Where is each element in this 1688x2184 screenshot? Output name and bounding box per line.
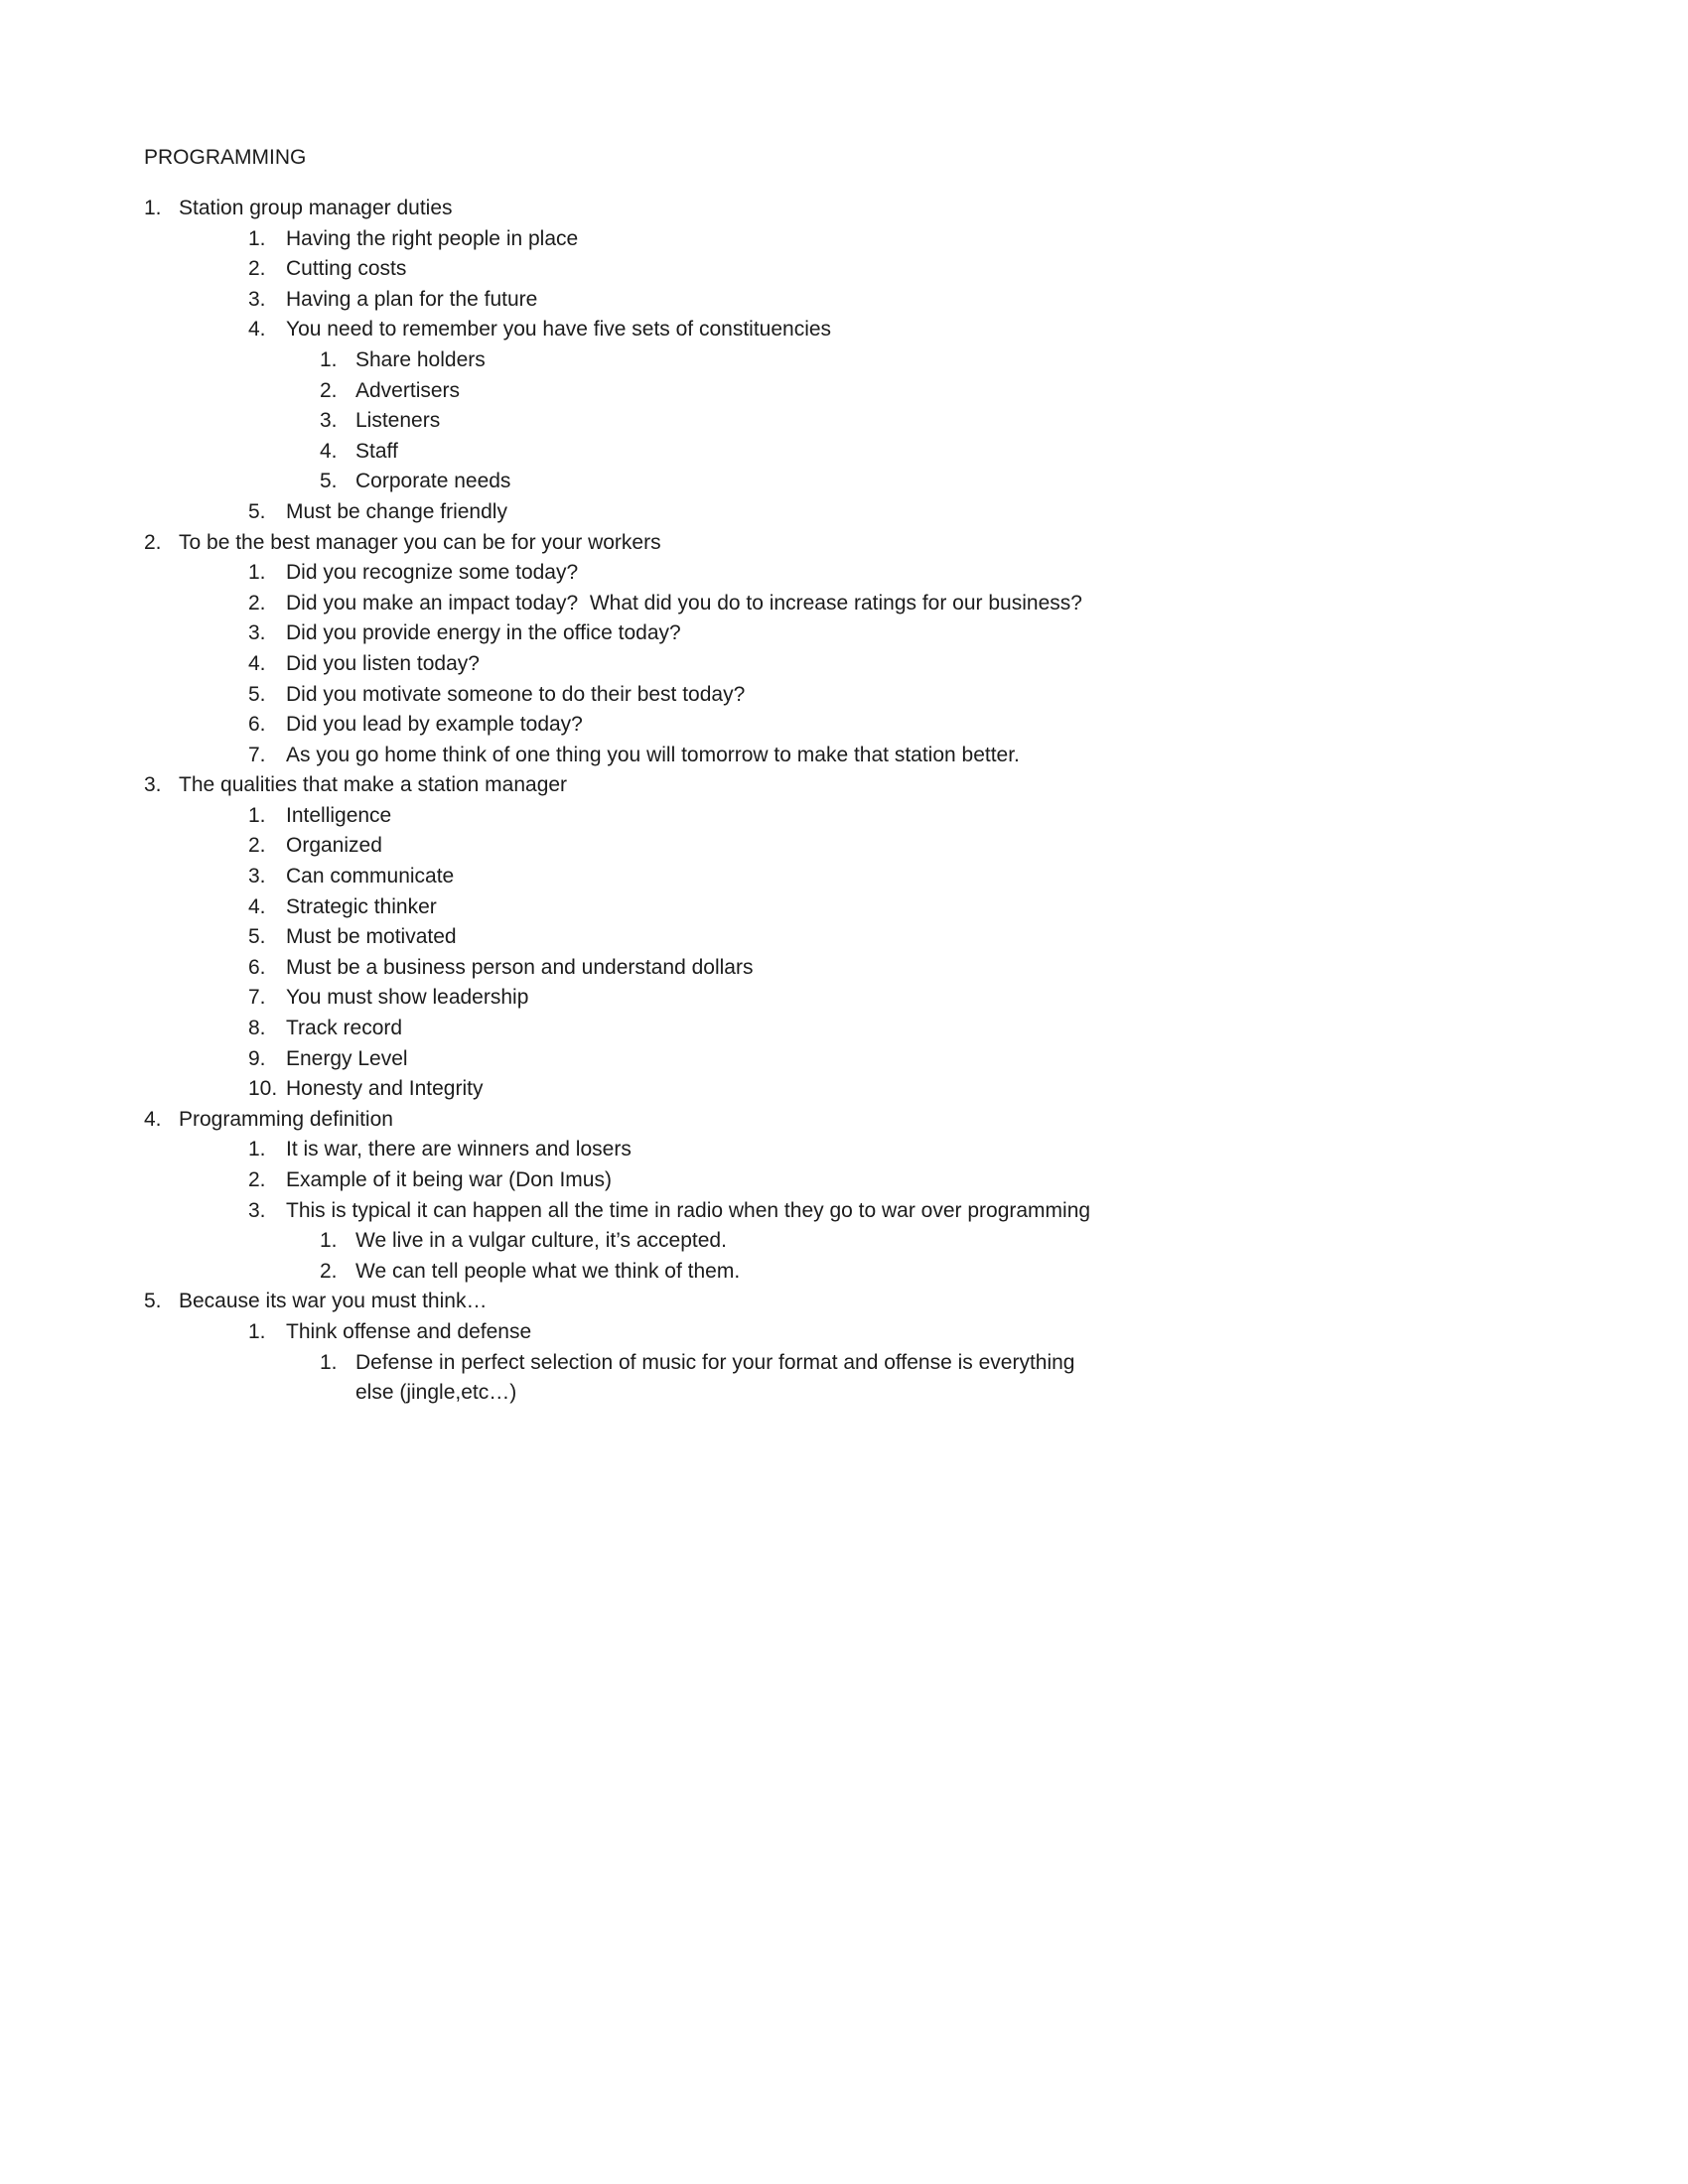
item-number: 4. <box>248 894 266 918</box>
item-number: 7. <box>248 743 266 766</box>
outline-item <box>248 1135 1097 1165</box>
item-number: 1. <box>248 226 266 250</box>
item-text: Staff <box>355 439 398 463</box>
outline-item <box>248 862 1097 892</box>
outline-item <box>320 1257 1097 1288</box>
outline-item <box>248 1165 1097 1196</box>
item-text: Listeners <box>355 409 441 433</box>
item-number: 4. <box>144 1107 162 1131</box>
item-text: We live in a vulgar culture, it’s accepted. <box>355 1229 727 1253</box>
item-number: 2. <box>248 1168 266 1191</box>
item-text: Station group manager duties <box>179 197 453 219</box>
item-text: Energy Level <box>286 1046 408 1070</box>
item-number: 3. <box>144 773 162 797</box>
outline-item <box>248 285 1097 316</box>
outline-item <box>144 770 1097 801</box>
item-number: 4. <box>248 651 266 675</box>
outline-item <box>248 1196 1097 1227</box>
item-text: Did you provide energy in the office today? <box>286 621 681 645</box>
outline-item <box>248 618 1097 649</box>
outline-item <box>248 1044 1097 1075</box>
item-number: 3. <box>248 865 266 888</box>
item-number: 3. <box>248 621 266 645</box>
item-text: Strategic thinker <box>286 894 437 918</box>
item-text: Corporate needs <box>355 470 511 493</box>
item-number: 7. <box>248 986 266 1010</box>
item-text: To be the best manager you can be for your workers <box>179 530 661 554</box>
outline-item <box>320 376 1097 407</box>
item-text: Intelligence <box>286 803 392 827</box>
item-text: Did you listen today? <box>286 651 480 675</box>
outline-item <box>248 953 1097 984</box>
item-number: 3. <box>320 409 338 433</box>
outline-item <box>320 1348 1097 1409</box>
document-content <box>144 142 1097 1409</box>
item-text: We can tell people what we think of them. <box>355 1259 741 1283</box>
item-text: Must be change friendly <box>286 499 507 523</box>
outline-item <box>248 1014 1097 1044</box>
item-text: Did you make an impact today? What did you do to increase ratings for our business? <box>286 591 1082 614</box>
item-text: The qualities that make a station manager <box>179 773 568 797</box>
item-text: Must be motivated <box>286 925 457 949</box>
outline-item <box>248 224 1097 255</box>
item-text: Did you lead by example today? <box>286 713 583 737</box>
item-text: This is typical it can happen all the time in radio when they go to war over programming <box>286 1198 1091 1222</box>
item-text: Honesty and Integrity <box>286 1077 484 1101</box>
item-number: 1. <box>248 1319 266 1343</box>
outline-item <box>248 254 1097 285</box>
item-number: 2. <box>320 378 338 402</box>
item-number: 9. <box>248 1046 266 1070</box>
outline-item <box>248 801 1097 832</box>
outline-item <box>248 680 1097 711</box>
item-text: Having the right people in place <box>286 226 579 250</box>
item-number: 1. <box>320 1229 338 1253</box>
item-number: 8. <box>248 1017 266 1040</box>
item-text: It is war, there are winners and losers <box>286 1138 632 1161</box>
item-text: As you go home think of one thing you will tomorrow to make that station better. <box>286 743 1020 766</box>
page-title: PROGRAMMING <box>144 146 307 169</box>
outline-item <box>248 831 1097 862</box>
outline-item <box>248 649 1097 680</box>
item-number: 4. <box>320 439 338 463</box>
item-text: You must show leadership <box>286 986 529 1010</box>
item-text: Share holders <box>355 347 486 371</box>
outline-item <box>248 741 1097 771</box>
outline <box>144 194 1097 1409</box>
outline-item <box>320 345 1097 376</box>
outline-item <box>248 497 1097 528</box>
outline-item <box>320 437 1097 468</box>
outline-item <box>248 710 1097 741</box>
outline-item <box>144 1105 1097 1136</box>
item-number: 5. <box>320 470 338 493</box>
item-number: 2. <box>320 1259 338 1283</box>
outline-item <box>320 467 1097 497</box>
item-text: Can communicate <box>286 865 455 888</box>
item-number: 2. <box>248 257 266 281</box>
item-text: Did you motivate someone to do their best today? <box>286 682 746 706</box>
item-number: 10. <box>248 1077 278 1101</box>
item-number: 1. <box>248 561 266 585</box>
item-number: 1. <box>320 1350 338 1374</box>
item-number: 1. <box>320 347 338 371</box>
item-text: Advertisers <box>355 378 461 402</box>
outline-item <box>144 1287 1097 1317</box>
outline-item <box>248 315 1097 345</box>
item-number: 2. <box>248 834 266 858</box>
item-number: 2. <box>248 591 266 614</box>
outline-item <box>248 922 1097 953</box>
item-number: 5. <box>248 682 266 706</box>
item-text: Example of it being war (Don Imus) <box>286 1168 612 1191</box>
outline-item <box>248 1074 1097 1105</box>
outline-item <box>320 406 1097 437</box>
item-text: Track record <box>286 1017 403 1040</box>
item-text: You need to remember you have five sets of constituencies <box>286 318 832 341</box>
outline-item <box>144 528 1097 559</box>
item-number: 3. <box>248 287 266 311</box>
item-number: 5. <box>248 925 266 949</box>
outline-item <box>248 983 1097 1014</box>
item-number: 6. <box>248 955 266 979</box>
item-text: Must be a business person and understand dollars <box>286 955 754 979</box>
outline-item <box>248 1317 1097 1348</box>
item-number: 1. <box>248 803 266 827</box>
item-text: Having a plan for the future <box>286 287 538 311</box>
item-number: 2. <box>144 530 162 554</box>
outline-item <box>248 589 1097 619</box>
item-text: Programming definition <box>179 1107 393 1131</box>
outline-item <box>144 194 1097 224</box>
item-number: 6. <box>248 713 266 737</box>
item-text: Think offense and defense <box>286 1319 532 1343</box>
outline-item <box>248 558 1097 589</box>
item-text: Cutting costs <box>286 257 407 281</box>
item-text: Because its war you must think… <box>179 1290 488 1313</box>
item-text: Did you recognize some today? <box>286 561 579 585</box>
item-number: 5. <box>248 499 266 523</box>
item-number: 4. <box>248 318 266 341</box>
item-text: Organized <box>286 834 382 858</box>
item-number: 1. <box>248 1138 266 1161</box>
outline-item <box>320 1226 1097 1257</box>
item-text: Defense in perfect selection of music for your format and offense is everything else (jingle,etc…) <box>355 1350 1081 1405</box>
item-number: 3. <box>248 1198 266 1222</box>
item-number: 1. <box>144 197 162 219</box>
outline-item <box>248 892 1097 923</box>
item-number: 5. <box>144 1290 162 1313</box>
